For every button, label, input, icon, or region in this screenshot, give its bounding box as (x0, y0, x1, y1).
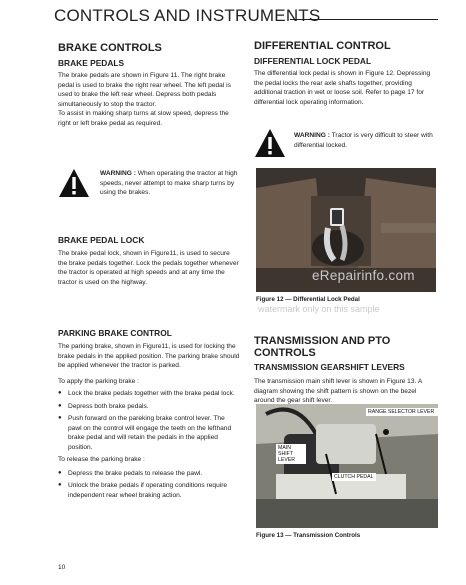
transmission-section (254, 335, 438, 406)
figure-13-photo (256, 404, 438, 528)
apply-steps (58, 389, 240, 452)
list-item: ● Unlock the brake pedals if operating conditions require independent rear wheel braking action. (58, 481, 240, 500)
differential-text: The differential lock pedal is shown in Figure 12. Depressing the pedal locks the rear axle shafts together, providing additional traction in wet or loose soil. Refer to page 17 for differential lock operating information. (254, 70, 431, 106)
page-number: 10 (58, 564, 66, 571)
warning-label: WARNING : (294, 132, 330, 139)
list-item: ● Depress the brake pedals to release the pawl. (58, 469, 240, 479)
watermark-site: eRepairinfo.com (312, 268, 415, 283)
brake-pedals-subheading: BRAKE PEDALS (58, 58, 125, 68)
parking-brake-heading: PARKING BRAKE CONTROL (58, 328, 172, 338)
brake-lock-heading: BRAKE PEDAL LOCK (58, 235, 145, 245)
title-rule (290, 19, 438, 20)
list-item: ● Lock the brake pedals together with the brake pedal lock. (58, 389, 240, 399)
warning-body: When operating the tractor at high speeds, never attempt to make sharp turns by using the brakes. (100, 170, 238, 196)
release-intro: To release the parking brake : (58, 456, 145, 463)
transmission-subheading: TRANSMISSION GEARSHIFT LEVERS (254, 362, 405, 372)
brake-controls-section (58, 42, 240, 128)
apply-intro: To apply the parking brake : (58, 377, 140, 385)
warning-icon (254, 128, 286, 158)
brake-warning-text (100, 169, 240, 198)
differential-warning (254, 128, 438, 158)
clutch-pedal-callout: CLUTCH PEDAL (334, 474, 374, 480)
list-item: ● Depress both brake pedals. (58, 402, 240, 412)
brake-warning (58, 168, 240, 198)
range-selector-callout: RANGE SELECTOR LEVER (366, 408, 438, 416)
brake-pedals-text: The brake pedals are shown in Figure 11. The right brake pedal is used to brake the right rear wheel. The left pedal is used to brake the left rear wheel. Depress both pedals simultaneously to stop the tractor. (58, 72, 231, 108)
brake-lock-text: The brake pedal lock, shown in Figure11, is used to secure the brake pedals together. Lock the pedals together whenever the tractor is operated at high speeds and at any time the tractor is used on the highway. (58, 250, 239, 286)
brake-turns-text: To assist in making sharp turns at slow speed, depress the right or left brake pedal as required. (58, 110, 229, 127)
warning-icon (58, 168, 90, 198)
watermark-notice: watermark only on this sample (258, 304, 380, 314)
figure-12-caption: Figure 12 — Differential Lock Pedal (256, 296, 360, 303)
warning-label: WARNING : (100, 170, 136, 177)
figure-13-caption: Figure 13 — Transmission Controls (256, 532, 361, 539)
warning-body: Tractor is very difficult to steer with differential locked. (294, 132, 433, 149)
brake-controls-heading: BRAKE CONTROLS (58, 42, 162, 54)
differential-heading: DIFFERENTIAL CONTROL (254, 40, 391, 52)
list-item: ● Push forward on the pareking brake control lever. The pawl on the control will engage the teeth on the lefthand brake pedal and will retain the pedals in the applied position. (58, 414, 240, 452)
transmission-controls-photo (256, 404, 438, 528)
differential-warning-text (294, 131, 438, 150)
transmission-text: The transmission main shift lever is shown in Figure 13. A diagram showing the shift pattern is shown on the bezel around the gear shift lever. (254, 378, 422, 404)
differential-subheading: DIFFERENTIAL LOCK PEDAL (254, 56, 372, 66)
brake-lock-section (58, 235, 240, 287)
transmission-heading: TRANSMISSION AND PTO CONTROLS (254, 335, 391, 359)
release-steps (58, 469, 240, 501)
parking-brake-section (58, 328, 240, 503)
page-title: CONTROLS AND INSTRUMENTS (54, 6, 321, 25)
parking-brake-text: The parking brake, shown in Figure11, is used for locking the brake pedals in the applied position. The parking brake should be applied whenever the tractor is parked. (58, 343, 240, 369)
differential-section (254, 40, 438, 107)
main-shift-callout: MAIN SHIFT LEVER (276, 444, 306, 464)
